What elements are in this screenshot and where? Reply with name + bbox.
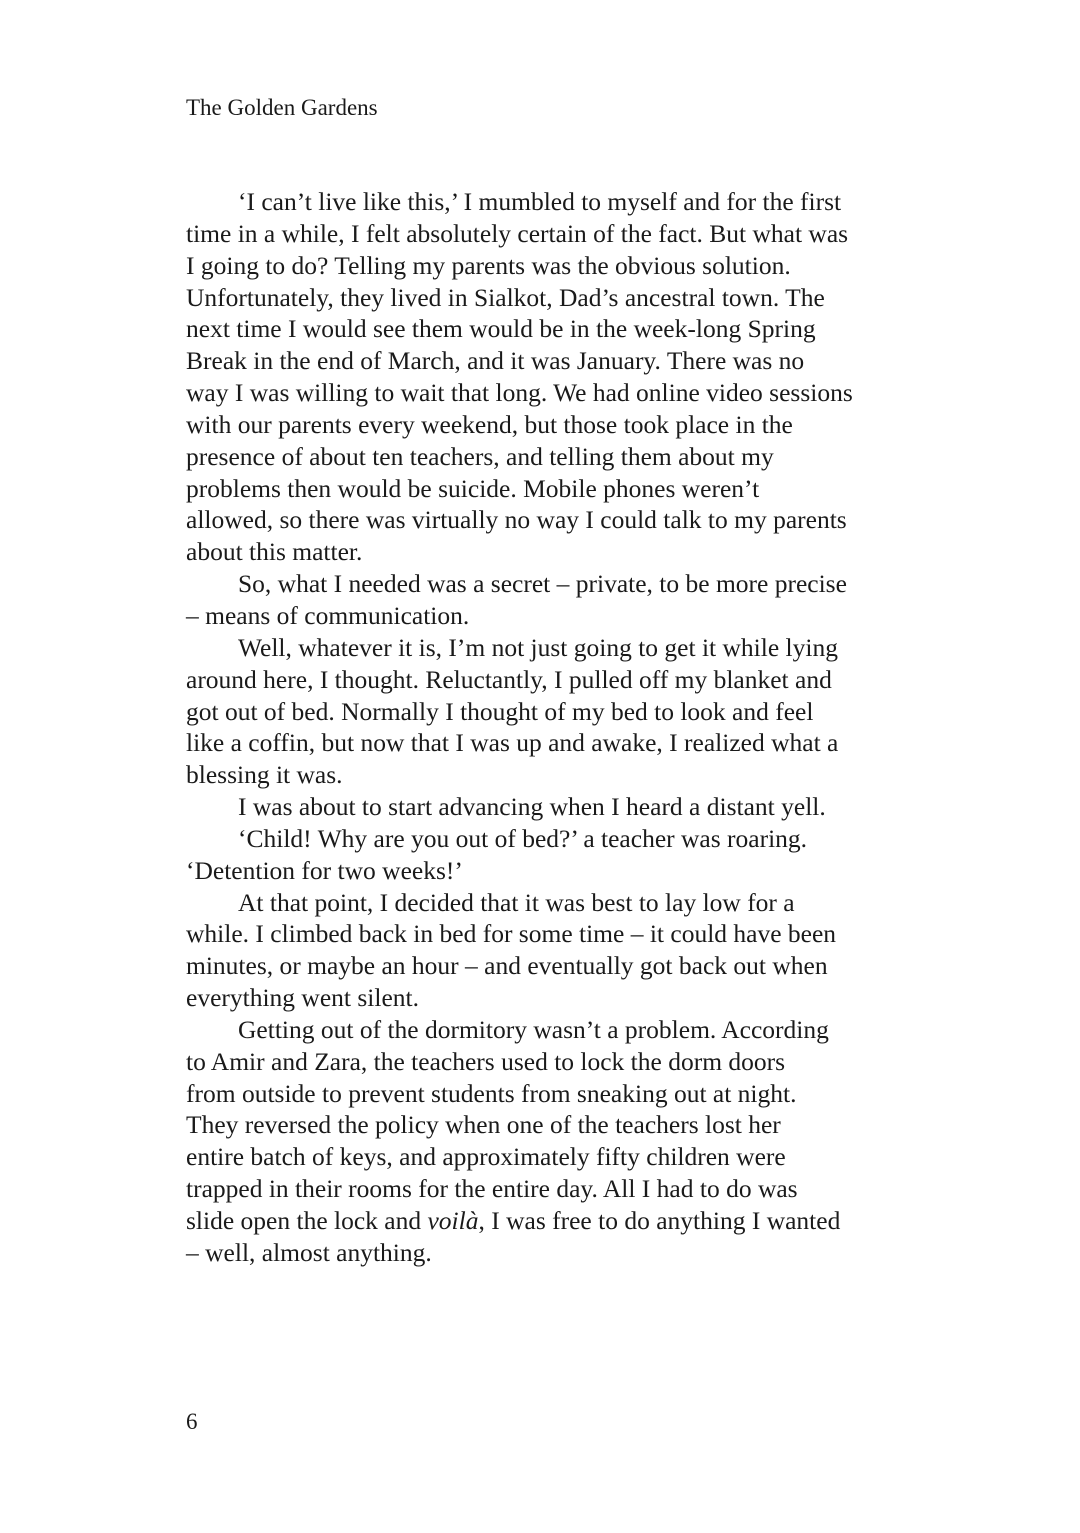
text-line: blessing it was. [186,760,343,790]
text-line: while. I climbed back in bed for some time – it could have been [186,919,837,949]
text-line: I was about to start advancing when I heard a distant yell. [238,792,826,822]
text-line: So, what I needed was a secret – private, to be more precise [238,569,847,599]
text-line: problems then would be suicide. Mobile phones weren’t [186,473,760,503]
paragraph [186,186,898,568]
page-number: 6 [186,1409,198,1434]
text-line: Getting out of the dormitory wasn’t a problem. According [238,1014,829,1044]
text-line: everything went silent. [186,983,419,1013]
text-line: ‘I can’t live like this,’ I mumbled to myself and for the first [238,187,842,216]
text-line [186,1205,898,1237]
paragraph [186,887,898,1014]
paragraph [186,1014,898,1269]
paragraph [186,632,898,791]
text-line: entire batch of keys, and approximately fifty children were [186,1142,786,1172]
paragraph [186,568,898,632]
text-line: – well, almost anything. [186,1237,432,1267]
text-line: I going to do? Telling my parents was the obvious solution. [186,250,791,280]
text-line: Break in the end of March, and it was January. There was no [186,346,805,376]
text-run: , I was free to do anything I wanted [478,1206,841,1235]
text-line: presence of about ten teachers, and telling them about my [186,441,774,471]
text-line: got out of bed. Normally I thought of my bed to look and feel [186,696,814,726]
text-line: Unfortunately, they lived in Sialkot, Dad’s ancestral town. The [186,282,825,312]
text-run: slide open the lock and [186,1206,428,1235]
text-line: ‘Detention for two weeks!’ [186,855,463,885]
text-line: next time I would see them would be in the week-long Spring [186,314,816,344]
text-line: At that point, I decided that it was best to lay low for a [238,887,795,917]
text-line: Well, whatever it is, I’m not just going to get it while lying [238,632,838,662]
text-line: minutes, or maybe an hour – and eventually got back out when [186,951,828,981]
text-line: from outside to prevent students from sneaking out at night. [186,1078,797,1108]
text-line: – means of communication. [186,600,470,630]
text-line: around here, I thought. Reluctantly, I pulled off my blanket and [186,664,832,694]
text-line: They reversed the policy when one of the teachers lost her [186,1110,781,1140]
body-text [186,186,898,1269]
italic-word: voilà [427,1206,479,1235]
running-header: The Golden Gardens [186,95,378,120]
text-line: with our parents every weekend, but those took place in the [186,409,793,439]
text-line: to Amir and Zara, the teachers used to lock the dorm doors [186,1046,786,1076]
paragraph [186,791,898,823]
paragraph [186,823,898,887]
text-line: allowed, so there was virtually no way I could talk to my parents [186,505,847,535]
text-line: ‘Child! Why are you out of bed?’ a teacher was roaring. [238,823,808,853]
text-line: time in a while, I felt absolutely certain of the fact. But what was [186,218,849,248]
text-line: like a coffin, but now that I was up and awake, I realized what a [186,728,839,758]
text-line: way I was willing to wait that long. We had online video sessions [186,378,853,408]
text-line: about this matter. [186,537,363,567]
text-line: trapped in their rooms for the entire day. All I had to do was [186,1174,798,1204]
